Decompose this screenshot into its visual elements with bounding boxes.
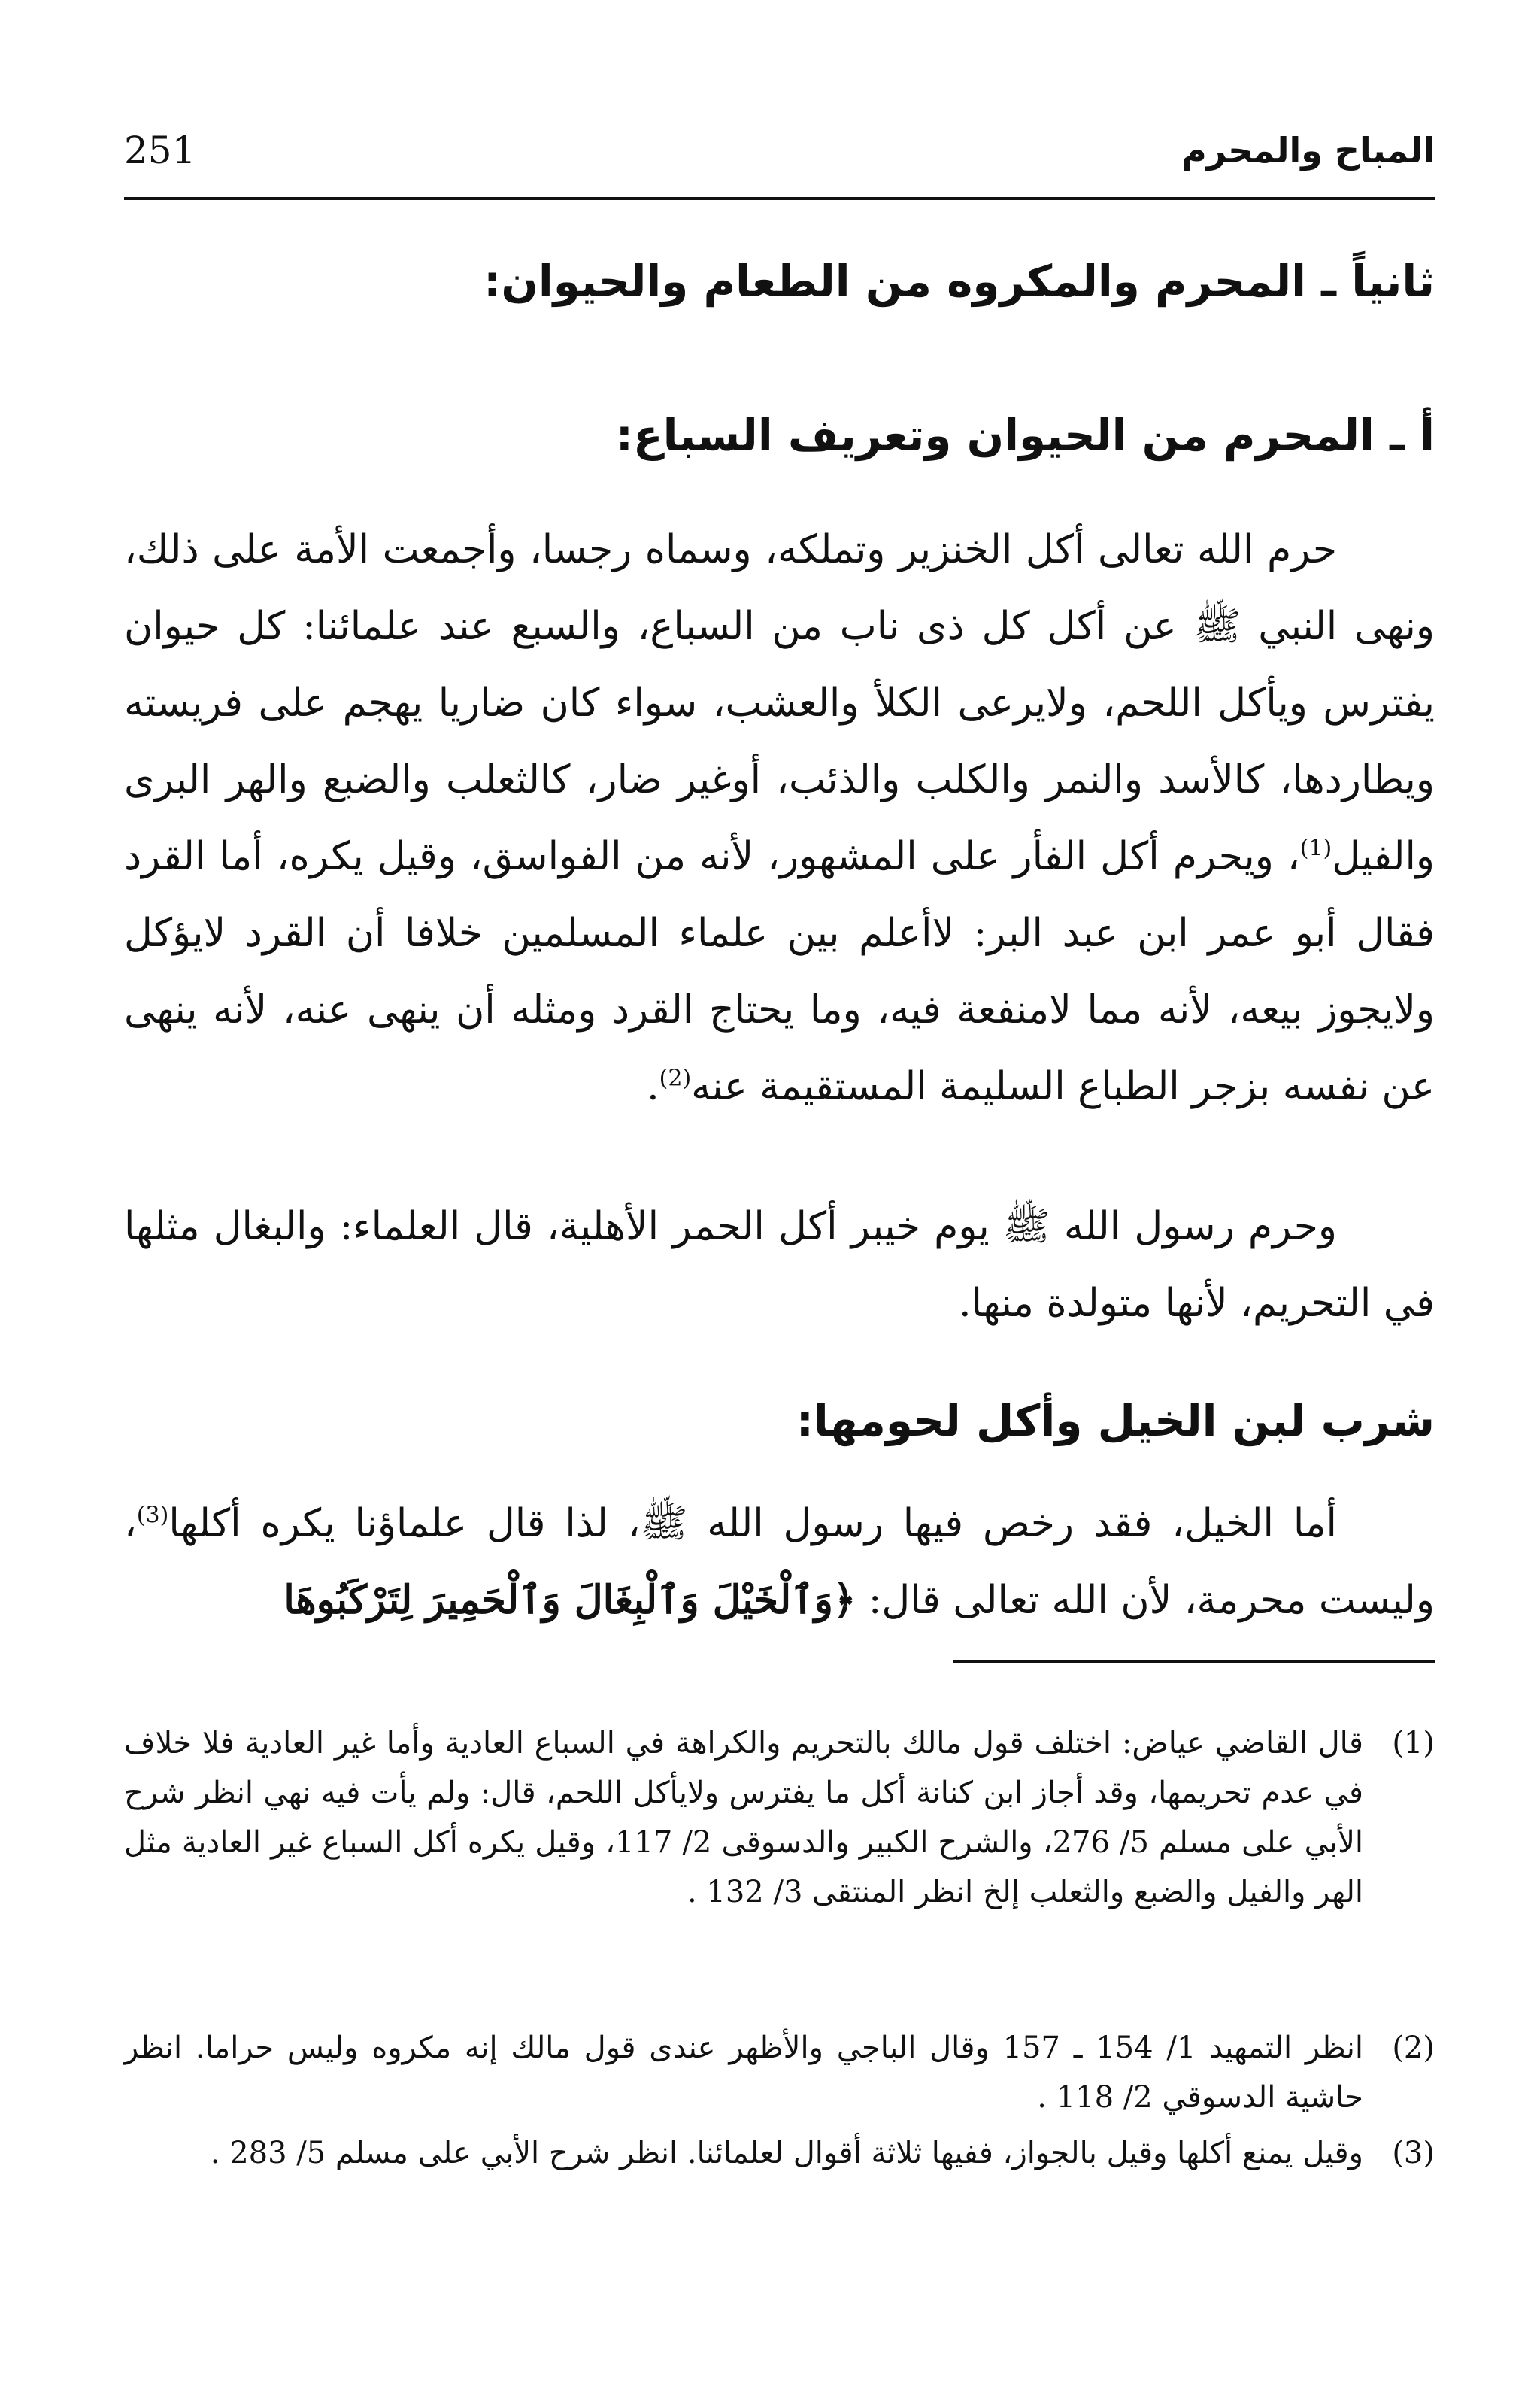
footnote-ref[interactable]: (2) [659, 1065, 692, 1092]
footnote-2 [124, 2023, 1435, 2122]
section-heading: ثانياً ـ المحرم والمكروه من الطعام والحيوان: [484, 256, 1435, 307]
footnote-number: (1) [1392, 1726, 1435, 1761]
footnote-rule [953, 1660, 1435, 1663]
paragraph-horses [124, 1485, 1435, 1639]
paragraph-predators [124, 511, 1435, 1125]
footnote-number: (2) [1392, 2030, 1435, 2065]
paragraph-donkeys [124, 1188, 1435, 1342]
paragraph-text: وحرم رسول الله ﷺ يوم خيبر أكل الحمر الأهلية، قال العلماء: والبغال مثلها في التحريم، لأنها متولدة منها. [124, 1204, 1435, 1326]
chapter-title: المباح والمحرم [1181, 130, 1435, 171]
footnote-3 [124, 2128, 1435, 2178]
footnote-text: وقيل يمنع أكلها وقيل بالجواز، ففيها ثلاثة أقوال لعلمائنا. انظر شرح الأبي على مسلم 5/ 283 . [210, 2136, 1363, 2170]
quran-verse: ﴿وَٱلْخَيْلَ وَٱلْبِغَالَ وَٱلْحَمِيرَ لِتَرْكَبُوهَا [283, 1577, 856, 1623]
subsection-heading: أ ـ المحرم من الحيوان وتعريف السباع: [615, 410, 1435, 461]
paragraph-text: ، وليست محرمة، لأن الله تعالى قال: [124, 1501, 1435, 1623]
footnote-ref[interactable]: (3) [136, 1502, 169, 1529]
running-header [124, 113, 1435, 188]
footnote-text: انظر التمهيد 1/ 154 ـ 157 وقال الباجي والأظهر عندى قول مالك إنه مكروه وليس حراما. انظر حاشية الدسوقي 2/ 118 . [124, 2030, 1363, 2115]
book-page [124, 0, 1435, 2402]
paragraph-end: . [647, 1064, 659, 1109]
paragraph-text: أما الخيل، فقد رخص فيها رسول الله ﷺ، لذا قال علماؤنا يكره أكلها [168, 1501, 1337, 1546]
topic-heading: شرب لبن الخيل وأكل لحومها: [796, 1395, 1435, 1446]
page-number: 251 [124, 129, 196, 172]
header-rule [124, 197, 1435, 200]
paragraph-text: ، ويحرم أكل الفأر على المشهور، لأنه من الفواسق، وقيل يكره، أما القرد فقال أبو عمر ابن عبد البر: لاأعلم بين علماء المسلمين خلافا أن القرد لايؤكل ولايجوز بيعه، لأنه مما لامنفعة فيه، وما يحتاج القرد ومثله أن ينهى عنه، لأنه ينهى عن نفسه بزجر الطباع السليمة المستقيمة عنه [124, 834, 1435, 1109]
footnote-number: (3) [1392, 2136, 1435, 2170]
footnote-1 [124, 1718, 1435, 1917]
paragraph-text: حرم الله تعالى أكل الخنزير وتملكه، وسماه رجسا، وأجمعت الأمة على ذلك، ونهى النبي ﷺ عن أكل كل ذى ناب من السباع، والسبع عند علمائنا: كل حيوان يفترس ويأكل اللحم، ولايرعى الكلأ والعشب، سواء كان ضاريا يهجم على فريسته ويطاردها، كالأسد والنمر والكلب والذئب، أوغير ضار، كالثعلب والضبع والهر البرى والفيل [124, 527, 1435, 879]
footnote-ref[interactable]: (1) [1299, 835, 1332, 862]
footnote-text: قال القاضي عياض: اختلف قول مالك بالتحريم والكراهة في السباع العادية وأما غير العادية فلا خلاف في عدم تحريمها، وقد أجاز ابن كنانة أكل ما يفترس ولايأكل اللحم، قال: ولم يأت فيه نهي انظر شرح الأبي على مسلم 5/ 276، والشرح الكبير والدسوقى 2/ 117، وقيل يكره أكل السباع غير العادية مثل الهر والفيل والضبع والثعلب إلخ انظر المنتقى 3/ 132 . [124, 1726, 1364, 1909]
